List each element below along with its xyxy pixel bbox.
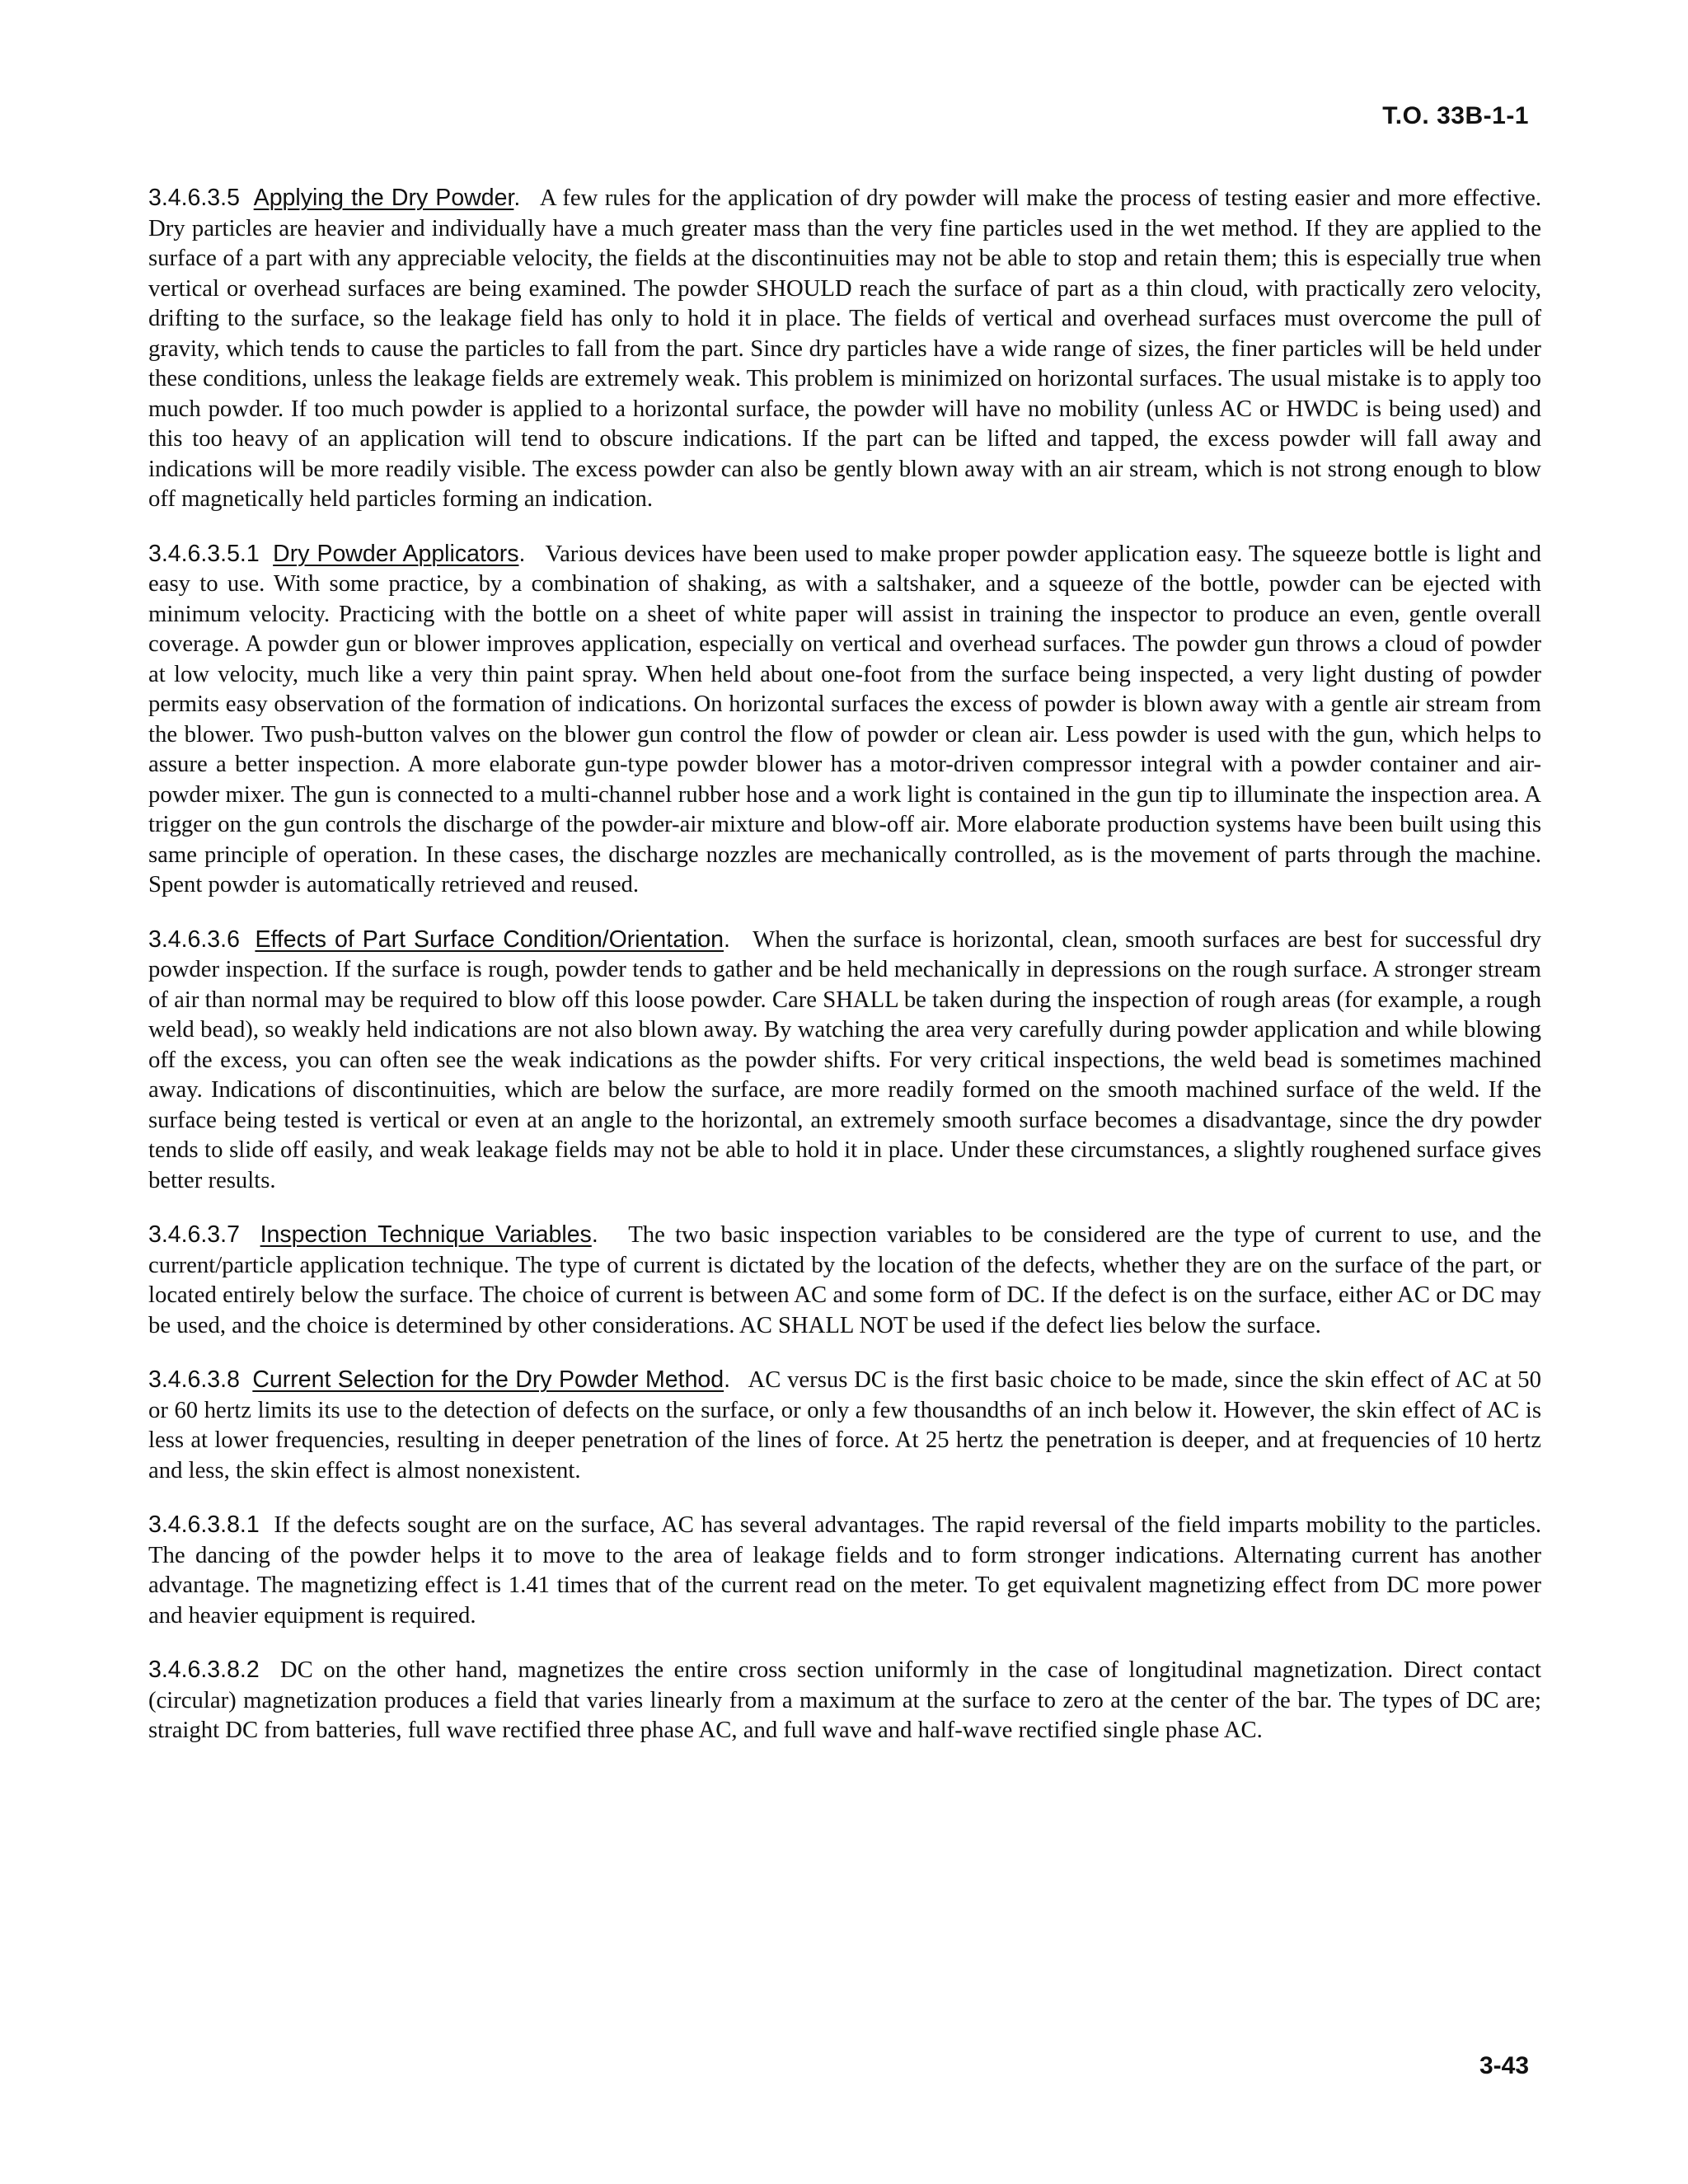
section-text: Various devices have been used to make proper powder application easy. The squeeze bottle is light and easy to use. With some practice, by a combination of shaking, as with a saltshaker, and a squeeze of the bottle, powder can be ejected with minimum velocity. Practicing with the bottle on a sheet of white paper will assist in training the inspector to produce an even, gentle overall coverage. A powder gun or blower improves application, especially on vertical and overhead surfaces. The powder gun throws a cloud of powder at low velocity, much like a very thin paint spray. When held about one-foot from the surface being inspected, a very light dusting of powder permits easy observation of the formation of indications. On horizontal surfaces the excess of powder is blown away with a gentle air stream from the blower. Two push-button valves on the blower gun control the flow of powder or clean air. Less powder is used with the gun, which helps to assure a better inspection. A more elaborate gun-type powder blower has a motor-driven compressor integral with a powder container and air-powder mixer. The gun is connected to a multi-channel rubber hose and a work light is contained in the gun tip to illuminate the inspection area. A trigger on the gun controls the discharge of the powder-air mixture and blow-off air. More elaborate production systems have been built using this same principle of operation. In these cases, the discharge nozzles are mechanically controlled, as is the movement of parts through the machine. Spent powder is automatically retrieved and reused. (148, 540, 1542, 898)
section-number: 3.4.6.3.8.2 (148, 1657, 260, 1683)
section-text: AC versus DC is the first basic choice to be made, since the skin effect of AC at 50 or 60 hertz limits its use to the detection of defects on the surface, or only a few thousandths of an inch below it. However, the skin effect of AC is less at lower frequencies, resulting in deeper penetration of the lines of force. At 25 hertz the penetration is deeper, and at frequencies of 10 hertz and less, the skin effect is almost nonexistent. (148, 1366, 1541, 1483)
section-number: 3.4.6.3.5 (148, 185, 240, 211)
section-number: 3.4.6.3.8.1 (148, 1511, 260, 1538)
section-3-4-6-3-8-2 (148, 1655, 1541, 1746)
section-text: When the surface is horizontal, clean, smooth surfaces are best for successful dry powder inspection. If the surface is rough, powder tends to gather and be held mechanically in depressions on the rough surface. A stronger stream of air than normal may be required to blow off this loose powder. Care SHALL be taken during the inspection of rough areas (for example, a rough weld bead), so weakly held indications are not also blown away. By watching the area very carefully during powder application and while blowing off the excess, you can often see the weak indications as the powder shifts. For very critical inspections, the weld bead is sometimes machined away. Indications of discontinuities, which are below the surface, are more readily formed on the smooth machined surface of the weld. If the surface being tested is vertical or even at an angle to the horizontal, an extremely smooth surface becomes a disadvantage, since the dry powder tends to slide off easily, and weak leakage fields may not be able to hold it in place. Under these circumstances, a slightly roughened surface gives better results. (148, 926, 1542, 1193)
section-title: Dry Powder Applicators (273, 540, 519, 567)
section-text: A few rules for the application of dry powder will make the process of testing easier and more effective. Dry particles are heavier and individually have a much greater mass than the very fine particles used in the wet method. If they are applied to the surface of a part with any appreciable velocity, the fields at the discontinuities may not be able to stop and retain them; this is especially true when vertical or overhead surfaces are being examined. The powder SHOULD reach the surface of part as a thin cloud, with practically zero velocity, drifting to the surface, so the leakage field has only to hold it in place. The fields of vertical and overhead surfaces must overcome the pull of gravity, which tends to cause the particles to fall from the part. Since dry particles have a wide range of sizes, the finer particles will be held under these conditions, unless the leakage fields are extremely weak. This problem is minimized on horizontal surfaces. The usual mistake is to apply too much powder. If too much powder is applied to a horizontal surface, the powder will have no mobility (unless AC or HWDC is being used) and this too heavy of an application will tend to obscure indications. If the part can be lifted and tapped, the excess powder will fall away and indications will be more readily visible. The excess powder can also be gently blown away with an air stream, which is not strong enough to blow off magnetically held particles forming an indication. (148, 185, 1541, 512)
section-3-4-6-3-7: 3.4.6.3.7 Inspection Technique Variables. The two basic inspection variables to be considered are the type of current to use, and the current/particle application technique. The type of current is dictated by the location of the defects, whether they are on the surface of the part, or located entirely below the surface. The choice of current is between AC and some form of DC. If the defect is on the surface, either AC or DC may be used, and the choice is determined by other considerations. AC SHALL NOT be used if the defect lies below the surface. (148, 1221, 1542, 1338)
section-number: 3.4.6.3.5.1 (148, 540, 260, 567)
section-3-4-6-3-6: 3.4.6.3.6 Effects of Part Surface Condition/Orientation. When the surface is horizontal, clean, smooth surfaces are best for successful dry powder inspection. If the surface is rough, powder tends to gather and be held mechanically in depressions on the rough surface. A stronger stream of air than normal may be required to blow off this loose powder. Care SHALL be taken during the inspection of rough areas (for example, a rough weld bead), so weakly held indications are not also blown away. By watching the area very carefully during powder application and while blowing off the excess, you can often see the weak indications as the powder shifts. For very critical inspections, the weld bead is sometimes machined away. Indications of discontinuities, which are below the surface, are more readily formed on the smooth machined surface of the weld. If the surface being tested is vertical or even at an angle to the horizontal, an extremely smooth surface becomes a disadvantage, since the dry powder tends to slide off easily, and weak leakage fields may not be able to hold it in place. Under these circumstances, a slightly roughened surface gives better results. (148, 926, 1542, 1193)
document-number-header: T.O. 33B-1-1 (1382, 102, 1529, 129)
section-number: 3.4.6.3.6 (148, 926, 240, 953)
section-3-4-6-3-8-1 (148, 1510, 1541, 1630)
document-body (148, 183, 1541, 1770)
section-3-4-6-3-5: 3.4.6.3.5 Applying the Dry Powder. A few rules for the application of dry powder will make the process of testing easier and more effective. Dry particles are heavier and individually have a much greater mass than the very fine particles used in the wet method. If they are applied to the surface of a part with any appreciable velocity, the fields at the discontinuities may not be able to stop and retain them; this is especially true when vertical or overhead surfaces are being examined. The powder SHOULD reach the surface of part as a thin cloud, with practically zero velocity, drifting to the surface, so the leakage field has only to hold it in place. The fields of vertical and overhead surfaces must overcome the pull of gravity, which tends to cause the particles to fall from the part. Since dry particles have a wide range of sizes, the finer particles will be held under these conditions, unless the leakage fields are extremely weak. This problem is minimized on horizontal surfaces. The usual mistake is to apply too much powder. If too much powder is applied to a horizontal surface, the powder will have no mobility (unless AC or HWDC is being used) and this too heavy of an application will tend to obscure indications. If the part can be lifted and tapped, the excess powder will fall away and indications will be more readily visible. The excess powder can also be gently blown away with an air stream, which is not strong enough to blow off magnetically held particles forming an indication. (148, 185, 1541, 512)
section-title: Applying the Dry Powder (253, 185, 514, 211)
section-text: DC on the other hand, magnetizes the entire cross section uniformly in the case of longitudinal magnetization. Direct contact (circular) magnetization produces a field that varies linearly from a maximum at the surface to zero at the center of the bar. The types of DC are; straight DC from batteries, full wave rectified three phase AC, and full wave and half-wave rectified single phase AC. (148, 1657, 1541, 1743)
section-3-4-6-3-5-1: 3.4.6.3.5.1 Dry Powder Applicators. Various devices have been used to make proper powder application easy. The squeeze bottle is light and easy to use. With some practice, by a combination of shaking, as with a saltshaker, and a squeeze of the bottle, powder can be ejected with minimum velocity. Practicing with the bottle on a sheet of white paper will assist in training the inspector to produce an even, gentle overall coverage. A powder gun or blower improves application, especially on vertical and overhead surfaces. The powder gun throws a cloud of powder at low velocity, much like a very thin paint spray. When held about one-foot from the surface being inspected, a very light dusting of powder permits easy observation of the formation of indications. On horizontal surfaces the excess of powder is blown away with a gentle air stream from the blower. Two push-button valves on the blower gun control the flow of powder or clean air. Less powder is used with the gun, which helps to assure a better inspection. A more elaborate gun-type powder blower has a motor-driven compressor integral with a powder container and air-powder mixer. The gun is connected to a multi-channel rubber hose and a work light is contained in the gun tip to illuminate the inspection area. A trigger on the gun controls the discharge of the powder-air mixture and blow-off air. More elaborate production systems have been built using this same principle of operation. In these cases, the discharge nozzles are mechanically controlled, as is the movement of parts through the machine. Spent powder is automatically retrieved and reused. (148, 540, 1542, 898)
section-title: Current Selection for the Dry Powder Method (252, 1366, 724, 1393)
section-number: 3.4.6.3.8 (148, 1366, 240, 1393)
section-title: Effects of Part Surface Condition/Orientation (255, 926, 724, 953)
section-text: If the defects sought are on the surface, AC has several advantages. The rapid reversal of the field imparts mobility to the particles. The dancing of the powder helps it to move to the area of leakage fields and to form stronger indications. Alternating current has another advantage. The magnetizing effect is 1.41 times that of the current read on the meter. To get equivalent magnetizing effect from DC more power and heavier equipment is required. (148, 1511, 1541, 1629)
page-number-footer: 3-43 (1479, 2052, 1529, 2079)
section-3-4-6-3-8: 3.4.6.3.8 Current Selection for the Dry Powder Method. AC versus DC is the first basic choice to be made, since the skin effect of AC at 50 or 60 hertz limits its use to the detection of defects on the surface, or only a few thousandths of an inch below it. However, the skin effect of AC is less at lower frequencies, resulting in deeper penetration of the lines of force. At 25 hertz the penetration is deeper, and at frequencies of 10 hertz and less, the skin effect is almost nonexistent. (148, 1366, 1541, 1483)
section-text: The two basic inspection variables to be considered are the type of current to use, and the current/particle application technique. The type of current is dictated by the location of the defects, whether they are on the surface of the part, or located entirely below the surface. The choice of current is between AC and some form of DC. If the defect is on the surface, either AC or DC may be used, and the choice is determined by other considerations. AC SHALL NOT be used if the defect lies below the surface. (148, 1221, 1542, 1338)
section-title: Inspection Technique Variables (260, 1221, 592, 1248)
section-number: 3.4.6.3.7 (148, 1221, 240, 1248)
